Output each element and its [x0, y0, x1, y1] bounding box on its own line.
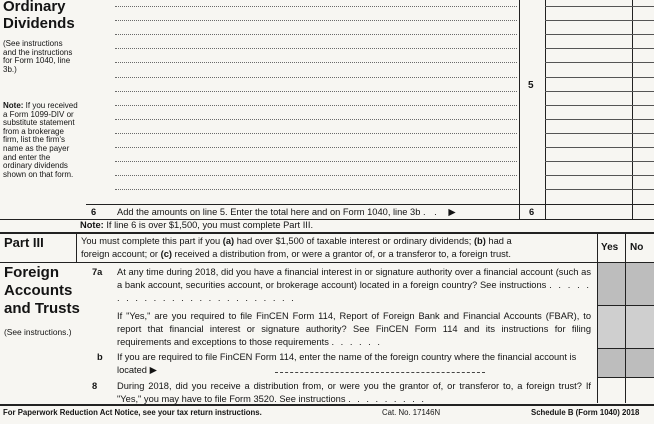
- part3-header-bottom-rule: [0, 262, 654, 263]
- payer-name-line[interactable]: [115, 119, 517, 120]
- part3-intro-line1: You must complete this part if you (a) had over $1,500 of taxable interest or ordinary dividends; (b) had a: [81, 236, 512, 246]
- note2-label: Note:: [80, 220, 104, 230]
- part3-label: Part III: [4, 235, 44, 250]
- q7a-number: 7a: [92, 267, 103, 277]
- q8-number: 8: [92, 381, 98, 391]
- heading-and-trusts: and Trusts: [4, 300, 80, 317]
- amount-entry-line[interactable]: [545, 20, 654, 21]
- amount-entry-line[interactable]: [545, 161, 654, 162]
- payer-name-line[interactable]: [115, 133, 517, 134]
- see-instructions-note: (See instructions and the instructions for Form 1040, line 3b.): [3, 39, 73, 74]
- part3-label-divider: [76, 233, 77, 263]
- q7a-followup-text: If "Yes," are you required to file FinCEN Form 114, Report of Foreign Bank and Financial Accounts (FBAR), to report that financial interest or signature authority? See FinCEN Form 114 and its instructions for filing requirements and exceptions to those requirements: [117, 311, 591, 347]
- payer-name-line[interactable]: [115, 161, 517, 162]
- amount-entry-line[interactable]: [545, 119, 654, 120]
- payer-name-line[interactable]: [115, 189, 517, 190]
- amount-column-divider-2: [632, 0, 633, 220]
- q7b-yes-shade: [598, 349, 625, 377]
- q7a-yes-box-shade: [598, 263, 625, 305]
- q7a-followup-dots: . . . . . .: [331, 336, 382, 347]
- q7a-text: At any time during 2018, did you have a financial interest in or signature authority over a financial account (such as a bank account, securities account, or brokerage account) located in a foreign country? See instructions: [117, 267, 591, 290]
- payer-name-line[interactable]: [115, 62, 517, 63]
- payer-name-line[interactable]: [115, 6, 517, 7]
- q8-text: During 2018, did you receive a distribution from, or were you the grantor of, or transferor to, a foreign trust? If "Yes," you may have to file Form 3520. See instructions: [117, 381, 591, 404]
- amount-column-left-border: [519, 0, 520, 220]
- q7a-no-box-shade: [626, 263, 654, 305]
- ordinary-dividends-heading: [3, 0, 75, 32]
- yes-header: Yes: [601, 242, 619, 253]
- payer-name-line[interactable]: [115, 105, 517, 106]
- q8-question: [117, 380, 591, 406]
- q7a-dots: . . . . . . . . . . . . . . . . . . . . . . . . .: [117, 279, 592, 303]
- footer-cat-no: Cat. No. 17146N: [382, 408, 441, 417]
- foreign-country-input-line[interactable]: [275, 372, 485, 373]
- footer-rule: [0, 404, 654, 406]
- line6-label: Add the amounts on line 5. Enter the total here and on Form 1040, line 3b: [117, 207, 421, 217]
- brokerage-note: [3, 102, 81, 179]
- line6-number: 6: [91, 207, 97, 217]
- answer-row-rule-3: [597, 377, 654, 378]
- line6-arrow: ▶: [448, 207, 456, 217]
- line6-text: [117, 206, 455, 219]
- heading-line-1: Ordinary: [3, 0, 66, 15]
- line6-note: [80, 219, 313, 232]
- amount-entry-line[interactable]: [545, 6, 654, 7]
- heading-line-2: Dividends: [3, 15, 75, 32]
- q7b-no-shade: [626, 349, 654, 377]
- footer-left: For Paperwork Reduction Act Notice, see your tax return instructions.: [3, 408, 262, 417]
- q7b-text: If you are required to file FinCEN Form 114, enter the name of the foreign country where the financial account is located: [117, 352, 577, 375]
- note-label: Note:: [3, 101, 24, 110]
- q7a-cont-no-shade: [626, 306, 654, 348]
- payer-name-line[interactable]: [115, 34, 517, 35]
- amount-entry-line[interactable]: [545, 48, 654, 49]
- line5-number: 5: [528, 80, 534, 91]
- foreign-accounts-heading: [4, 264, 80, 318]
- line6-dots: . .: [422, 207, 440, 217]
- q7a-question: [117, 266, 591, 304]
- payer-name-line[interactable]: [115, 77, 517, 78]
- amount-entry-line[interactable]: [545, 147, 654, 148]
- amount-entry-line[interactable]: [545, 91, 654, 92]
- heading-accounts: Accounts: [4, 282, 73, 299]
- q7b-number: b: [97, 352, 103, 362]
- payer-name-line[interactable]: [115, 48, 517, 49]
- q7a-followup: [117, 310, 591, 348]
- answer-row-rule-2: [597, 348, 654, 349]
- no-header: No: [630, 242, 644, 253]
- payer-name-line[interactable]: [115, 147, 517, 148]
- q7b-arrow: ▶: [149, 364, 157, 375]
- amount-entry-line[interactable]: [545, 105, 654, 106]
- answer-row-rule-1: [597, 305, 654, 306]
- q7a-cont-yes-shade: [598, 306, 625, 348]
- line6-box-number: 6: [529, 207, 535, 217]
- payer-name-line[interactable]: [115, 91, 517, 92]
- amount-entry-line[interactable]: [545, 189, 654, 190]
- amount-column-divider: [545, 0, 546, 220]
- part3-top-rule: [0, 232, 654, 234]
- amount-entry-line[interactable]: [545, 133, 654, 134]
- payer-name-line[interactable]: [115, 175, 517, 176]
- amount-entry-line[interactable]: [545, 34, 654, 35]
- line6-top-rule: [86, 204, 654, 205]
- amount-entry-line[interactable]: [545, 77, 654, 78]
- note-text: If you received a Form 1099-DIV or substitute statement from a brokerage firm, list the firm's name as the payer and enter the ordinary dividends shown on that form.: [3, 101, 78, 179]
- amount-entry-line[interactable]: [545, 175, 654, 176]
- heading-foreign: Foreign: [4, 264, 59, 281]
- part3-intro: [81, 235, 596, 261]
- part3-see-instructions: (See instructions.): [4, 327, 72, 337]
- footer-right: Schedule B (Form 1040) 2018: [531, 408, 640, 417]
- payer-name-line[interactable]: [115, 20, 517, 21]
- q8-dots: . . . . . . . . .: [348, 393, 426, 404]
- part3-intro-line2: foreign account; or (c) received a distribution from, or were a grantor of, or a transferor to, a foreign trust.: [81, 248, 511, 259]
- note2-text: If line 6 is over $1,500, you must complete Part III.: [103, 220, 314, 230]
- amount-entry-line[interactable]: [545, 62, 654, 63]
